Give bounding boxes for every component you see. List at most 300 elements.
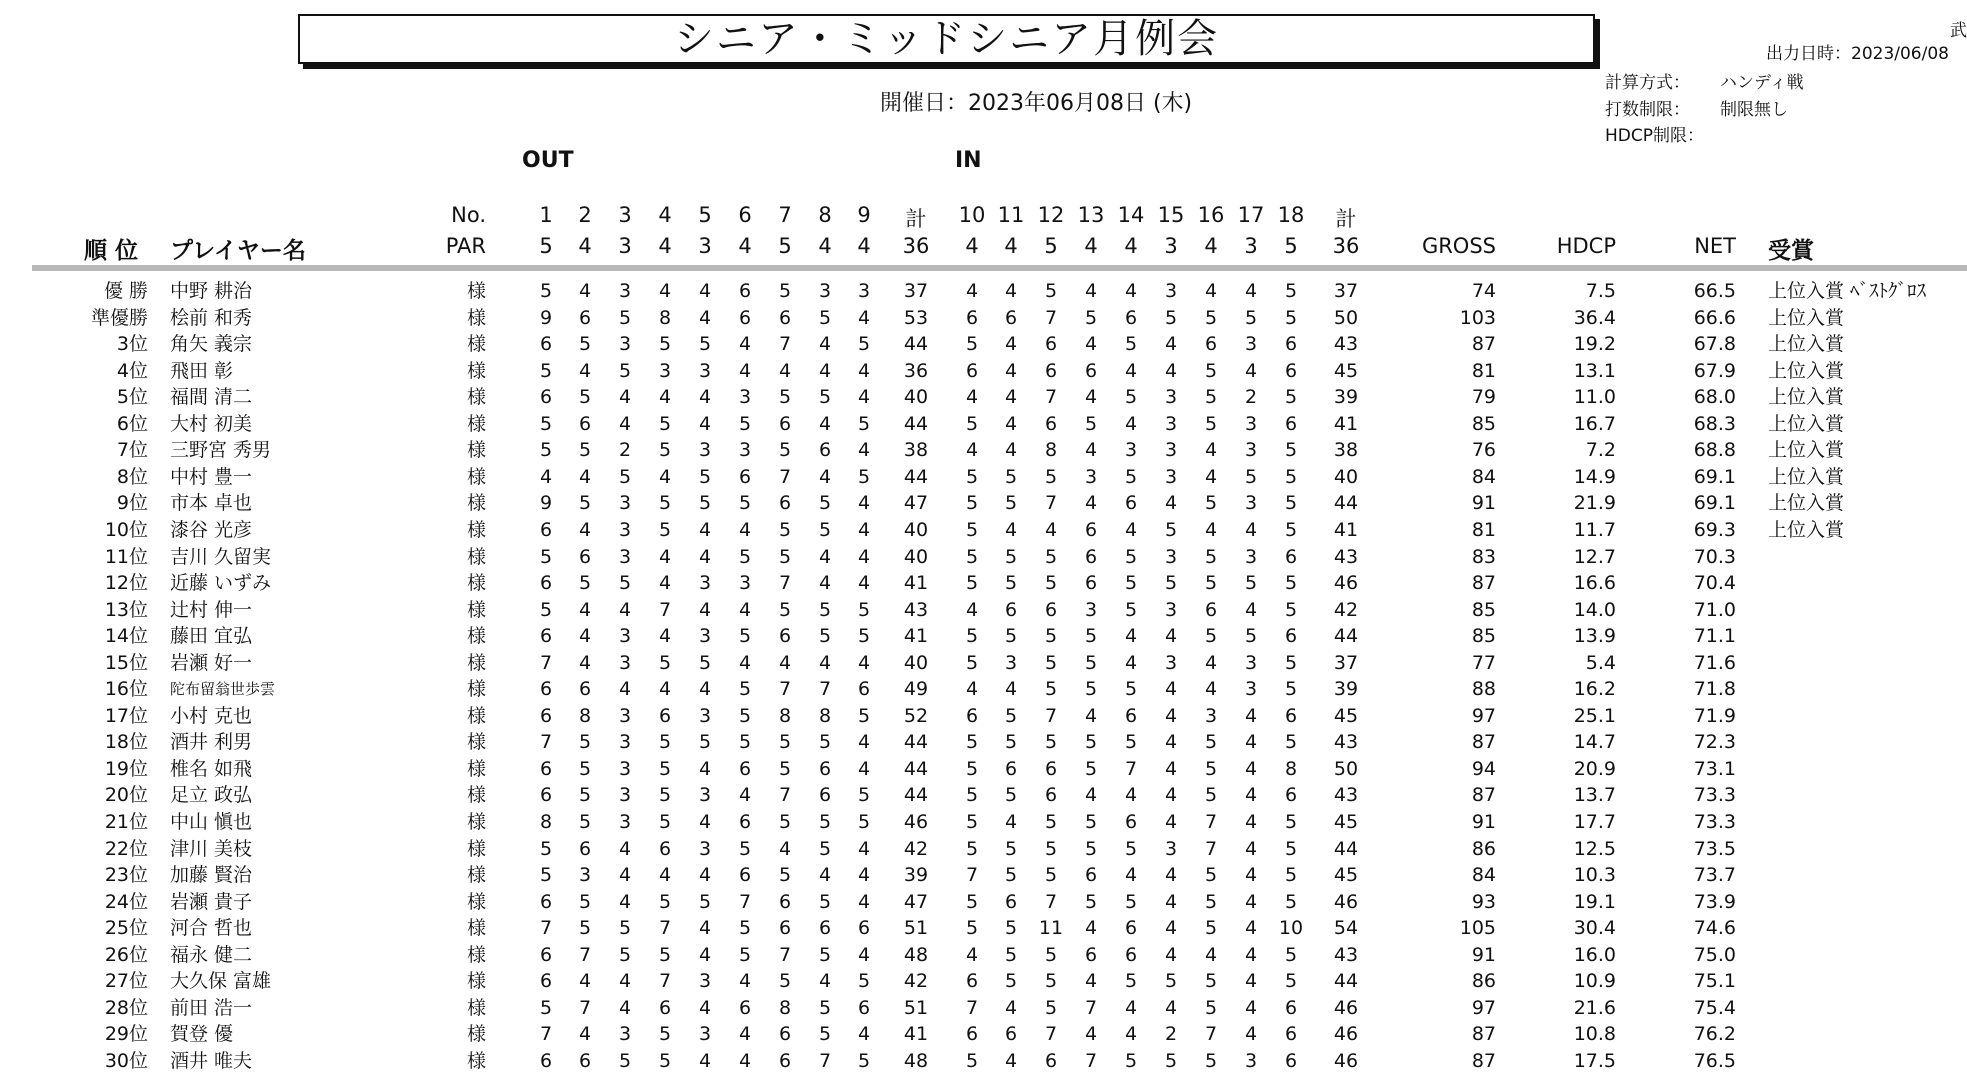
row-in-score: 8 — [1284, 757, 1298, 780]
row-out-score: 5 — [658, 1049, 672, 1072]
row-in-score: 5 — [1204, 970, 1218, 993]
row-in-score: 44 — [1333, 970, 1359, 993]
row-in-score: 6 — [965, 1023, 979, 1046]
row-net: 73.5 — [1693, 837, 1736, 860]
row-out-score: 4 — [738, 333, 752, 356]
row-player-name: 足立 政弘 — [170, 784, 253, 807]
table-row — [0, 305, 1967, 332]
row-out-score: 4 — [618, 890, 632, 913]
row-net: 68.3 — [1693, 412, 1736, 435]
row-gross: 87 — [1471, 784, 1496, 807]
row-out-score: 4 — [857, 545, 871, 568]
row-hdcp: 17.5 — [1573, 1049, 1616, 1072]
header-hole-number: 3 — [618, 203, 632, 227]
row-out-score: 3 — [698, 970, 712, 993]
row-in-score: 5 — [965, 333, 979, 356]
row-out-score: 4 — [738, 359, 752, 382]
row-in-score: 6 — [1044, 598, 1058, 621]
row-out-score: 4 — [778, 651, 792, 674]
table-row — [0, 729, 1967, 756]
row-out-score: 7 — [658, 970, 672, 993]
row-rank: 27位 — [104, 970, 148, 993]
row-in-score: 41 — [1333, 412, 1359, 435]
row-out-score: 4 — [857, 572, 871, 595]
row-out-score: 3 — [618, 518, 632, 541]
row-out-score: 4 — [618, 864, 632, 887]
row-out-score: 42 — [903, 970, 929, 993]
header-hole-number: 7 — [778, 203, 792, 227]
row-player-name: 加藤 賢治 — [170, 864, 253, 887]
row-rank: 12位 — [104, 572, 148, 595]
row-hdcp: 10.3 — [1573, 864, 1616, 887]
row-in-score: 11 — [1038, 917, 1064, 940]
row-in-score: 41 — [1333, 518, 1359, 541]
row-out-score: 7 — [778, 465, 792, 488]
row-out-score: 5 — [778, 386, 792, 409]
table-row — [0, 995, 1967, 1022]
row-honorific: 様 — [466, 890, 486, 913]
row-in-score: 5 — [1084, 890, 1098, 913]
row-out-score: 46 — [903, 811, 929, 833]
row-in-score: 5 — [1044, 465, 1058, 488]
row-in-score: 5 — [1284, 572, 1298, 595]
row-in-score: 4 — [1084, 1023, 1098, 1046]
row-rank: 14位 — [104, 625, 148, 648]
table-row — [0, 490, 1967, 517]
row-out-score: 7 — [658, 598, 672, 621]
row-hdcp: 19.2 — [1573, 333, 1616, 356]
row-honorific: 様 — [466, 306, 486, 329]
row-player-name: 岩瀬 好一 — [170, 651, 253, 674]
row-player-name: 中山 愼也 — [170, 811, 253, 833]
row-out-score: 3 — [618, 280, 632, 302]
row-net: 67.9 — [1693, 359, 1736, 382]
row-in-score: 5 — [1044, 970, 1058, 993]
row-hdcp: 14.7 — [1573, 731, 1616, 754]
row-in-score: 4 — [1004, 1049, 1018, 1072]
row-in-score: 4 — [1164, 678, 1178, 701]
row-in-score: 5 — [1004, 837, 1018, 860]
row-in-score: 4 — [1004, 996, 1018, 1019]
row-out-score: 43 — [903, 598, 929, 621]
row-out-score: 4 — [578, 651, 592, 674]
row-hdcp: 20.9 — [1573, 757, 1616, 780]
row-gross: 87 — [1471, 1023, 1496, 1046]
row-out-score: 4 — [578, 970, 592, 993]
row-in-score: 4 — [1244, 1023, 1258, 1046]
row-in-score: 4 — [1004, 439, 1018, 462]
row-net: 73.9 — [1693, 890, 1736, 913]
row-in-score: 5 — [1204, 1049, 1218, 1072]
row-out-score: 5 — [818, 996, 832, 1019]
row-out-score: 41 — [903, 625, 929, 648]
row-in-score: 6 — [1044, 784, 1058, 807]
header-hole-par: 4 — [818, 234, 832, 258]
row-in-score: 3 — [1244, 333, 1258, 356]
row-in-score: 4 — [1084, 280, 1098, 302]
row-in-score: 4 — [1164, 704, 1178, 727]
row-out-score: 4 — [658, 465, 672, 488]
row-out-score: 4 — [857, 731, 871, 754]
row-in-score: 3 — [1244, 439, 1258, 462]
row-award: 上位入賞 — [1768, 465, 1845, 488]
row-out-score: 5 — [618, 1049, 632, 1072]
row-in-score: 43 — [1333, 943, 1359, 966]
row-in-score: 5 — [1284, 678, 1298, 701]
row-honorific: 様 — [466, 572, 486, 595]
header-hole-number: 18 — [1277, 203, 1305, 227]
row-out-score: 41 — [903, 572, 929, 595]
row-in-score: 4 — [1244, 731, 1258, 754]
row-out-score: 4 — [618, 996, 632, 1019]
row-out-score: 6 — [738, 996, 752, 1019]
row-out-score: 8 — [539, 811, 553, 833]
row-in-score: 4 — [1164, 625, 1178, 648]
row-out-score: 6 — [658, 837, 672, 860]
row-out-score: 4 — [818, 359, 832, 382]
table-row — [0, 384, 1967, 411]
row-out-score: 6 — [778, 890, 792, 913]
row-out-score: 47 — [903, 492, 929, 515]
row-in-score: 5 — [1004, 784, 1018, 807]
row-out-score: 6 — [738, 306, 752, 329]
row-in-score: 5 — [1204, 731, 1218, 754]
row-hdcp: 11.7 — [1573, 518, 1616, 541]
row-in-score: 4 — [1204, 518, 1218, 541]
row-in-score: 3 — [1164, 439, 1178, 462]
row-out-score: 6 — [778, 492, 792, 515]
header-hole-number: 9 — [857, 203, 871, 227]
row-player-name: 近藤 いずみ — [170, 572, 272, 595]
row-gross: 87 — [1471, 572, 1496, 595]
row-in-score: 10 — [1278, 917, 1304, 940]
row-out-score: 6 — [539, 757, 553, 780]
row-out-score: 6 — [658, 996, 672, 1019]
row-hdcp: 21.9 — [1573, 492, 1616, 515]
row-out-score: 4 — [857, 1023, 871, 1046]
row-in-score: 5 — [1044, 625, 1058, 648]
row-out-score: 3 — [618, 625, 632, 648]
row-in-score: 43 — [1333, 333, 1359, 356]
row-out-score: 4 — [578, 359, 592, 382]
row-in-score: 5 — [1124, 837, 1138, 860]
row-out-score: 52 — [903, 704, 929, 727]
row-in-score: 6 — [1124, 306, 1138, 329]
header-hole-par: 5 — [539, 234, 553, 258]
table-row — [0, 782, 1967, 809]
row-out-score: 5 — [778, 545, 792, 568]
row-out-score: 6 — [738, 864, 752, 887]
row-rank: 21位 — [104, 811, 148, 833]
header-hole-number: 計 — [1335, 207, 1357, 231]
row-in-score: 5 — [1204, 890, 1218, 913]
row-out-score: 6 — [857, 917, 871, 940]
row-in-score: 40 — [1333, 465, 1359, 488]
row-in-score: 5 — [1284, 731, 1298, 754]
header-hole-number: 計 — [905, 207, 927, 231]
row-in-score: 5 — [965, 837, 979, 860]
row-in-score: 6 — [1124, 917, 1138, 940]
row-out-score: 6 — [818, 439, 832, 462]
row-honorific: 様 — [466, 492, 486, 515]
row-in-score: 6 — [1044, 1049, 1058, 1072]
row-player-name: 大村 初美 — [170, 412, 253, 435]
row-out-score: 6 — [539, 943, 553, 966]
row-net: 70.3 — [1693, 545, 1736, 568]
row-out-score: 5 — [578, 731, 592, 754]
row-out-score: 5 — [738, 492, 752, 515]
row-honorific: 様 — [466, 996, 486, 1019]
row-in-score: 45 — [1333, 359, 1359, 382]
row-out-score: 6 — [578, 412, 592, 435]
row-out-score: 7 — [778, 943, 792, 966]
row-out-score: 4 — [857, 943, 871, 966]
row-out-score: 6 — [778, 412, 792, 435]
row-player-name: 桧前 和秀 — [170, 306, 253, 329]
row-in-score: 4 — [1084, 492, 1098, 515]
row-player-name: 小村 克也 — [170, 704, 253, 727]
event-date: 開催日：2023年06月08日 (木) — [880, 91, 1193, 116]
row-gross: 74 — [1471, 280, 1496, 302]
row-in-score: 5 — [1044, 651, 1058, 674]
row-out-score: 6 — [857, 678, 871, 701]
row-in-score: 5 — [965, 811, 979, 833]
row-out-score: 7 — [778, 333, 792, 356]
row-out-score: 4 — [698, 1049, 712, 1072]
row-in-score: 5 — [1084, 678, 1098, 701]
row-out-score: 3 — [818, 280, 832, 302]
row-honorific: 様 — [466, 1023, 486, 1046]
row-hdcp: 12.7 — [1573, 545, 1616, 568]
row-in-score: 4 — [1124, 518, 1138, 541]
row-in-score: 4 — [965, 678, 979, 701]
row-out-score: 3 — [698, 784, 712, 807]
row-in-score: 4 — [1244, 970, 1258, 993]
row-hdcp: 21.6 — [1573, 996, 1616, 1019]
table-row — [0, 278, 1967, 305]
row-award: 上位入賞 — [1768, 412, 1845, 435]
row-in-score: 4 — [1084, 917, 1098, 940]
row-in-score: 7 — [1044, 386, 1058, 409]
row-player-name: 酒井 利男 — [170, 731, 253, 754]
row-out-score: 5 — [857, 598, 871, 621]
row-in-score: 6 — [1084, 518, 1098, 541]
row-in-score: 5 — [1044, 572, 1058, 595]
row-out-score: 39 — [903, 864, 929, 887]
row-in-score: 46 — [1333, 1049, 1359, 1072]
row-in-score: 5 — [1004, 572, 1018, 595]
row-out-score: 40 — [903, 386, 929, 409]
row-honorific: 様 — [466, 811, 486, 833]
row-in-score: 4 — [1204, 439, 1218, 462]
header-hole-par: 3 — [1164, 234, 1178, 258]
row-out-score: 5 — [818, 837, 832, 860]
row-out-score: 5 — [658, 731, 672, 754]
row-out-score: 4 — [698, 996, 712, 1019]
row-out-score: 5 — [618, 306, 632, 329]
row-out-score: 6 — [578, 837, 592, 860]
row-rank: 29位 — [104, 1023, 148, 1046]
row-in-score: 5 — [1084, 837, 1098, 860]
row-in-score: 4 — [1084, 386, 1098, 409]
row-out-score: 4 — [698, 943, 712, 966]
row-in-score: 5 — [1284, 837, 1298, 860]
meta-value-limit: 制限無し — [1720, 100, 1788, 120]
row-in-score: 5 — [1244, 572, 1258, 595]
row-out-score: 5 — [818, 598, 832, 621]
row-out-score: 5 — [618, 572, 632, 595]
row-out-score: 5 — [738, 943, 752, 966]
row-in-score: 6 — [1124, 811, 1138, 833]
row-in-score: 5 — [1124, 333, 1138, 356]
row-out-score: 4 — [698, 545, 712, 568]
row-out-score: 4 — [818, 333, 832, 356]
header-hole-par: 4 — [1004, 234, 1018, 258]
row-out-score: 41 — [903, 1023, 929, 1046]
row-honorific: 様 — [466, 1049, 486, 1072]
row-in-score: 7 — [1084, 1049, 1098, 1072]
row-hdcp: 16.6 — [1573, 572, 1616, 595]
row-out-score: 6 — [818, 784, 832, 807]
row-in-score: 4 — [1124, 1023, 1138, 1046]
row-hdcp: 7.2 — [1585, 439, 1616, 462]
row-out-score: 5 — [578, 572, 592, 595]
row-in-score: 5 — [1164, 970, 1178, 993]
row-rank: 5位 — [116, 386, 148, 409]
row-in-score: 7 — [1124, 757, 1138, 780]
row-in-score: 5 — [1084, 625, 1098, 648]
row-out-score: 7 — [818, 678, 832, 701]
row-award: 上位入賞 — [1768, 386, 1845, 409]
row-out-score: 6 — [539, 572, 553, 595]
row-out-score: 44 — [903, 757, 929, 780]
row-in-score: 6 — [1284, 704, 1298, 727]
row-player-name: 大久保 富雄 — [170, 970, 272, 993]
table-row — [0, 1021, 1967, 1048]
header-hole-par: 5 — [1044, 234, 1058, 258]
header-gross: GROSS — [1421, 234, 1496, 258]
row-in-score: 6 — [1284, 545, 1298, 568]
row-net: 73.3 — [1693, 784, 1736, 807]
row-out-score: 5 — [618, 943, 632, 966]
row-in-score: 5 — [965, 1049, 979, 1072]
row-honorific: 様 — [466, 518, 486, 541]
row-in-score: 5 — [1044, 678, 1058, 701]
row-out-score: 6 — [539, 518, 553, 541]
row-in-score: 4 — [1204, 280, 1218, 302]
row-out-score: 4 — [578, 1023, 592, 1046]
row-in-score: 6 — [1084, 943, 1098, 966]
row-out-score: 4 — [698, 917, 712, 940]
row-net: 71.1 — [1693, 625, 1736, 648]
row-out-score: 4 — [818, 864, 832, 887]
row-in-score: 5 — [1284, 465, 1298, 488]
row-in-score: 4 — [1124, 864, 1138, 887]
header-hole-number: 11 — [997, 203, 1025, 227]
header-hole-par: 5 — [1284, 234, 1298, 258]
row-out-score: 3 — [618, 333, 632, 356]
row-in-score: 5 — [1284, 970, 1298, 993]
row-in-score: 4 — [1164, 917, 1178, 940]
row-out-score: 51 — [903, 917, 929, 940]
row-in-score: 4 — [1244, 917, 1258, 940]
row-in-score: 8 — [1044, 439, 1058, 462]
row-gross: 76 — [1471, 439, 1496, 462]
row-hdcp: 25.1 — [1573, 704, 1616, 727]
row-out-score: 7 — [578, 996, 592, 1019]
row-gross: 103 — [1459, 306, 1496, 329]
header-hole-par: 4 — [658, 234, 672, 258]
row-hdcp: 16.2 — [1573, 678, 1616, 701]
row-out-score: 5 — [857, 970, 871, 993]
row-honorific: 様 — [466, 837, 486, 860]
row-in-score: 4 — [1124, 359, 1138, 382]
row-net: 71.0 — [1693, 598, 1736, 621]
row-out-score: 3 — [618, 651, 632, 674]
row-in-score: 4 — [1164, 943, 1178, 966]
row-in-score: 6 — [1004, 598, 1018, 621]
row-in-score: 5 — [1244, 465, 1258, 488]
meta-value-calc: ハンディ戦 — [1720, 73, 1804, 93]
row-out-score: 5 — [658, 890, 672, 913]
row-out-score: 5 — [738, 917, 752, 940]
row-rank: 優 勝 — [103, 280, 148, 302]
row-out-score: 5 — [698, 890, 712, 913]
header-hole-number: 4 — [658, 203, 672, 227]
meta-label-hdcp: HDCP制限： — [1605, 126, 1704, 146]
row-out-score: 4 — [578, 518, 592, 541]
row-in-score: 46 — [1333, 1023, 1359, 1046]
row-in-score: 5 — [1124, 1049, 1138, 1072]
row-out-score: 4 — [738, 518, 752, 541]
row-in-score: 4 — [1244, 704, 1258, 727]
row-out-score: 6 — [578, 678, 592, 701]
row-out-score: 5 — [857, 1049, 871, 1072]
row-hdcp: 11.0 — [1573, 386, 1616, 409]
table-row — [0, 809, 1967, 836]
row-out-score: 4 — [738, 784, 752, 807]
row-player-name: 市本 卓也 — [170, 492, 253, 515]
row-out-score: 53 — [903, 306, 929, 329]
row-in-score: 37 — [1333, 651, 1359, 674]
row-out-score: 6 — [818, 917, 832, 940]
row-hdcp: 5.4 — [1585, 651, 1616, 674]
row-out-score: 42 — [903, 837, 929, 860]
row-in-score: 4 — [1164, 890, 1178, 913]
row-out-score: 5 — [578, 811, 592, 833]
header-rank: 順 位 — [84, 238, 139, 264]
row-in-score: 3 — [1244, 412, 1258, 435]
row-in-score: 4 — [1244, 943, 1258, 966]
row-honorific: 様 — [466, 625, 486, 648]
row-out-score: 8 — [578, 704, 592, 727]
row-out-score: 47 — [903, 890, 929, 913]
row-in-score: 7 — [1044, 704, 1058, 727]
row-out-score: 4 — [698, 306, 712, 329]
row-hdcp: 10.9 — [1573, 970, 1616, 993]
row-in-score: 5 — [1044, 545, 1058, 568]
row-out-score: 5 — [658, 651, 672, 674]
row-out-score: 37 — [903, 280, 929, 302]
in-section-label: IN — [955, 148, 982, 173]
header-hole-number: 17 — [1237, 203, 1265, 227]
row-rank: 3位 — [116, 333, 148, 356]
row-in-score: 5 — [965, 625, 979, 648]
row-in-score: 5 — [1204, 306, 1218, 329]
row-in-score: 54 — [1333, 917, 1359, 940]
row-out-score: 7 — [578, 943, 592, 966]
row-out-score: 4 — [618, 837, 632, 860]
